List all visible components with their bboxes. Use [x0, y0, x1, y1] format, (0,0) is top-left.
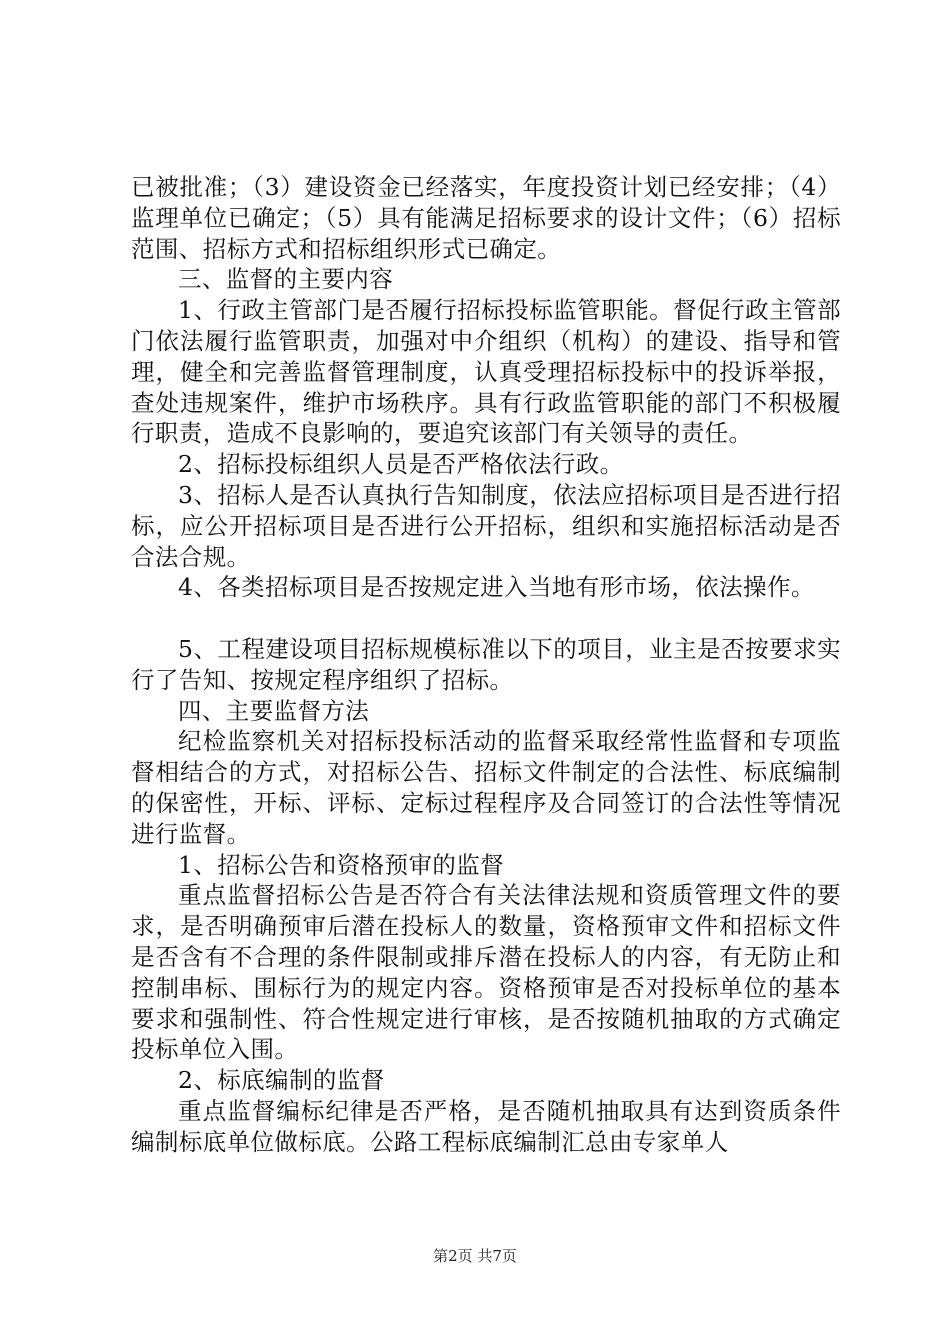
- subheading-announcement-prequalification: 1、招标公告和资格预审的监督: [178, 850, 505, 879]
- page-number-footer: 第2页 共7页: [433, 1247, 517, 1265]
- paragraph-methods-intro: 纪检监察机关对招标投标活动的监督采取经常性监督和专项监督相结合的方式，对招标公告、招标文件制定的合法性、标底编制的保密性，开标、评标、定标过程程序及合同签订的合法性等情况进行监督。: [131, 727, 841, 848]
- subheading-base-price: 2、标底编制的监督: [178, 1066, 385, 1095]
- paragraph-item-1: 1、行政主管部门是否履行招标投标监管职能。督促行政主管部门依法履行监管职责，加强对中介组织（机构）的建设、指导和管理，健全和完善监督管理制度，认真受理招标投标中的投诉举报，查处违规案件，维护市场秩序。具有行政监管职能的部门不积极履行职责，造成不良影响的，要追究该部门有关领导的责任。: [131, 296, 841, 448]
- paragraph-announcement-details: 重点监督招标公告是否符合有关法律法规和资质管理文件的要求，是否明确预审后潜在投标人的数量，资格预审文件和招标文件是否含有不合理的条件限制或排斥潜在投标人的内容，有无防止和控制串标、围标行为的规定内容。资格预审是否对投标单位的基本要求和强制性、符合性规定进行审核，是否按随机抽取的方式确定投标单位入围。: [131, 881, 841, 1064]
- section-heading-supervision-content: 三、监督的主要内容: [178, 265, 394, 294]
- paragraph-base-price-details: 重点监督编标纪律是否严格，是否随机抽取具有达到资质条件编制标底单位做标底。公路工程标底编制汇总由专家单人: [131, 1096, 841, 1156]
- section-heading-supervision-methods: 四、主要监督方法: [178, 696, 370, 725]
- paragraph-item-5: 5、工程建设项目招标规模标准以下的项目，业主是否按要求实行了告知、按规定程序组织了招标。: [131, 634, 841, 694]
- paragraph-item-4: 4、各类招标项目是否按规定进入当地有形市场，依法操作。: [178, 573, 815, 602]
- paragraph-item-2: 2、招标投标组织人员是否严格依法行政。: [178, 450, 624, 479]
- paragraph-approval-conditions: 已被批准；（3）建设资金已经落实，年度投资计划已经安排；（4）监理单位已确定；（5）具有能满足招标要求的设计文件；（6）招标范围、招标方式和招标组织形式已确定。: [131, 173, 841, 263]
- document-body: [131, 172, 841, 1158]
- paragraph-item-3: 3、招标人是否认真执行告知制度，依法应招标项目是否进行招标，应公开招标项目是否进行公开招标，组织和实施招标活动是否合法合规。: [131, 480, 841, 571]
